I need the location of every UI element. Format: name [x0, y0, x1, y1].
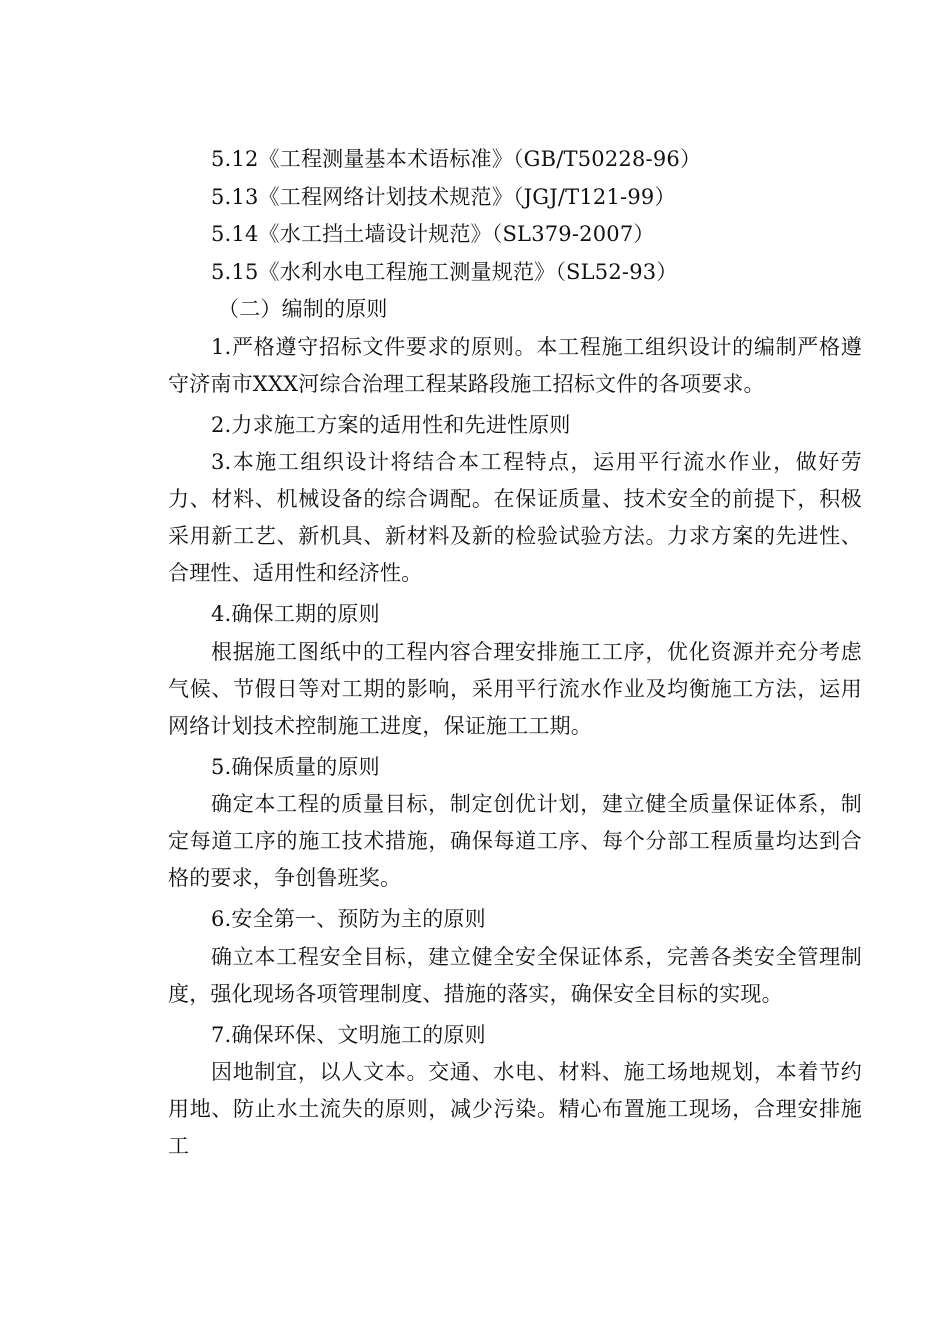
principle-6-title: 6.安全第一、预防为主的原则: [211, 907, 486, 931]
reference-item: 5.14《水工挡土墙设计规范》（SL379-2007）: [211, 222, 655, 246]
principle-5-title: 5.确保质量的原则: [211, 754, 380, 779]
principle-7-title: 7.确保环保、文明施工的原则: [211, 1022, 486, 1047]
principle-4-title: 4.确保工期的原则: [211, 602, 380, 626]
reference-item: 5.12《工程测量基本术语标准》（GB/T50228-96）: [211, 147, 702, 171]
principle-5-body: 确定本工程的质量目标，制定创优计划，建立健全质量保证体系，制定每道工序的施工技术措施，确保每道工序、每个分部工程质量均达到合格的要求，争创鲁班奖。: [168, 792, 862, 890]
principle-3: 3.本施工组织设计将结合本工程特点，运用平行流水作业，做好劳力、材料、机械设备的综合调配。在保证质量、技术安全的前提下，积极采用新工艺、新机具、新材料及新的检验试验方法。力求方案的先进性、合理性、适用性和经济性。: [168, 450, 862, 585]
section-heading: （二）编制的原则: [218, 297, 388, 321]
principle-7-body: 因地制宜，以人文本。交通、水电、材料、施工场地规划，本着节约用地、防止水土流失的原则，减少污染。精心布置施工现场，合理安排施工: [168, 1060, 862, 1158]
principle-2-title: 2.力求施工方案的适用性和先进性原则: [211, 412, 571, 437]
principle-1: 1.严格遵守招标文件要求的原则。本工程施工组织设计的编制严格遵守济南市XXX河综合治理工程某路段施工招标文件的各项要求。: [168, 334, 862, 396]
document-page: [168, 141, 862, 1169]
reference-item: 5.13《工程网络计划技术规范》（JGJ/T121-99）: [211, 184, 676, 209]
principle-6-body: 确立本工程安全目标，建立健全安全保证体系，完善各类安全管理制度，强化现场各项管理制度、措施的落实，确保安全目标的实现。: [168, 944, 862, 1006]
reference-item: 5.15《水利水电工程施工测量规范》（SL52-93）: [211, 259, 678, 284]
principle-4-body: 根据施工图纸中的工程内容合理安排施工工序，优化资源并充分考虑气候、节假日等对工期的影响，采用平行流水作业及均衡施工方法，运用网络计划技术控制施工进度，保证施工工期。: [168, 639, 862, 738]
